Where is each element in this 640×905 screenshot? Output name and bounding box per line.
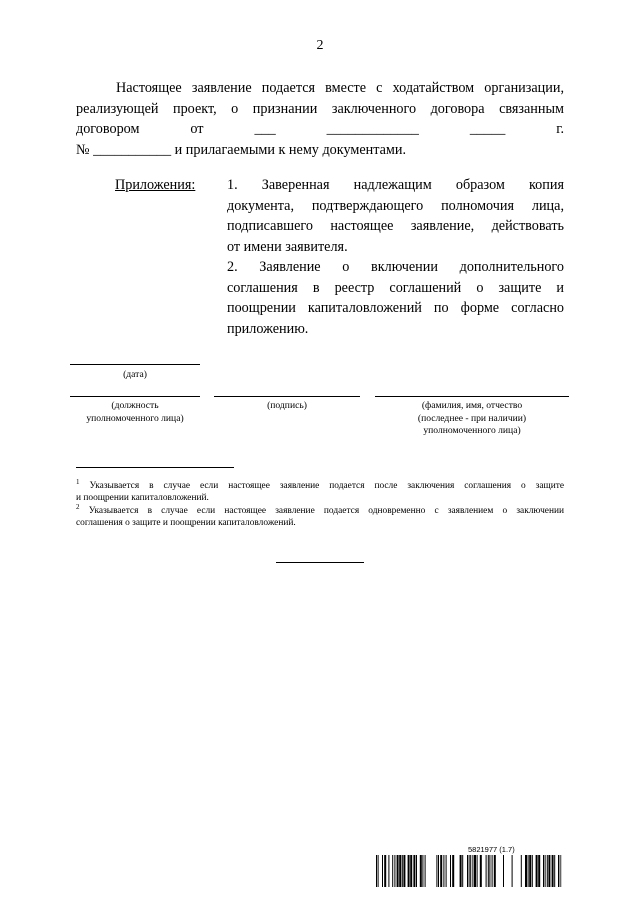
paragraph-line: Настоящее заявление подается вместе с ходатайством организации, xyxy=(116,80,564,96)
appendix-line: 2. Заявление о включении дополнительного xyxy=(227,259,564,275)
footnote-mark: 2 xyxy=(76,503,80,511)
name-caption xyxy=(375,400,569,438)
footnote-separator xyxy=(76,467,234,468)
footnote-text: соглашения о защите и поощрении капиталовложений. xyxy=(76,518,296,528)
footnote-2 xyxy=(76,501,564,529)
appendix-line: от имени заявителя. xyxy=(227,238,348,255)
footnote-text: Указывается в случае если настоящее заявление подается одновременно с заявлением о заключении xyxy=(88,506,564,516)
appendix-line: документа, подтверждающего полномочия лица, xyxy=(227,197,564,214)
date-line xyxy=(70,364,200,365)
date-caption: (дата) xyxy=(123,369,147,380)
footnote-1 xyxy=(76,476,564,504)
appendix-line: поощрении капиталовложений по форме согласно xyxy=(227,300,564,316)
appendix-line: 1. Заверенная надлежащим образом копия xyxy=(227,177,564,193)
footnote-mark: 1 xyxy=(76,478,80,486)
name-line xyxy=(375,396,569,397)
appendix-line: приложению. xyxy=(227,320,309,337)
appendices-list xyxy=(227,175,564,339)
page-number: 2 xyxy=(316,38,324,53)
barcode-code: 5821977 (1.7) xyxy=(468,845,515,854)
caption-line: уполномоченного лица) xyxy=(423,425,521,436)
end-of-document-line xyxy=(276,562,364,563)
barcode xyxy=(376,855,562,887)
paragraph-line: № ___________ и прилагаемыми к нему документами. xyxy=(76,141,407,158)
signature-line xyxy=(214,396,360,397)
caption-line: уполномоченного лица) xyxy=(86,412,184,424)
appendix-line: соглашения в реестр соглашений о защите и xyxy=(227,279,564,296)
statement-paragraph xyxy=(76,78,564,160)
footnote-text: Указывается в случае если настоящее заявление подается после заключения соглашения о защите xyxy=(89,481,564,491)
caption-line: (фамилия, имя, отчество xyxy=(421,400,523,411)
paragraph-line: договором от ___ _____________ _____ г. xyxy=(76,121,564,137)
footnote-text: и поощрении капиталовложений. xyxy=(76,493,209,503)
paragraph-line: реализующей проект, о признании заключенного договора связанным xyxy=(76,100,564,117)
caption-line: (последнее - при наличии) xyxy=(417,412,527,424)
appendices-label: Приложения: xyxy=(115,177,196,193)
signature-caption: (подпись) xyxy=(267,400,307,411)
position-caption xyxy=(60,400,210,425)
appendix-line: подписавшего настоящее заявление, действовать xyxy=(227,218,564,234)
position-line xyxy=(70,396,200,397)
caption-line: (должность xyxy=(111,400,159,411)
